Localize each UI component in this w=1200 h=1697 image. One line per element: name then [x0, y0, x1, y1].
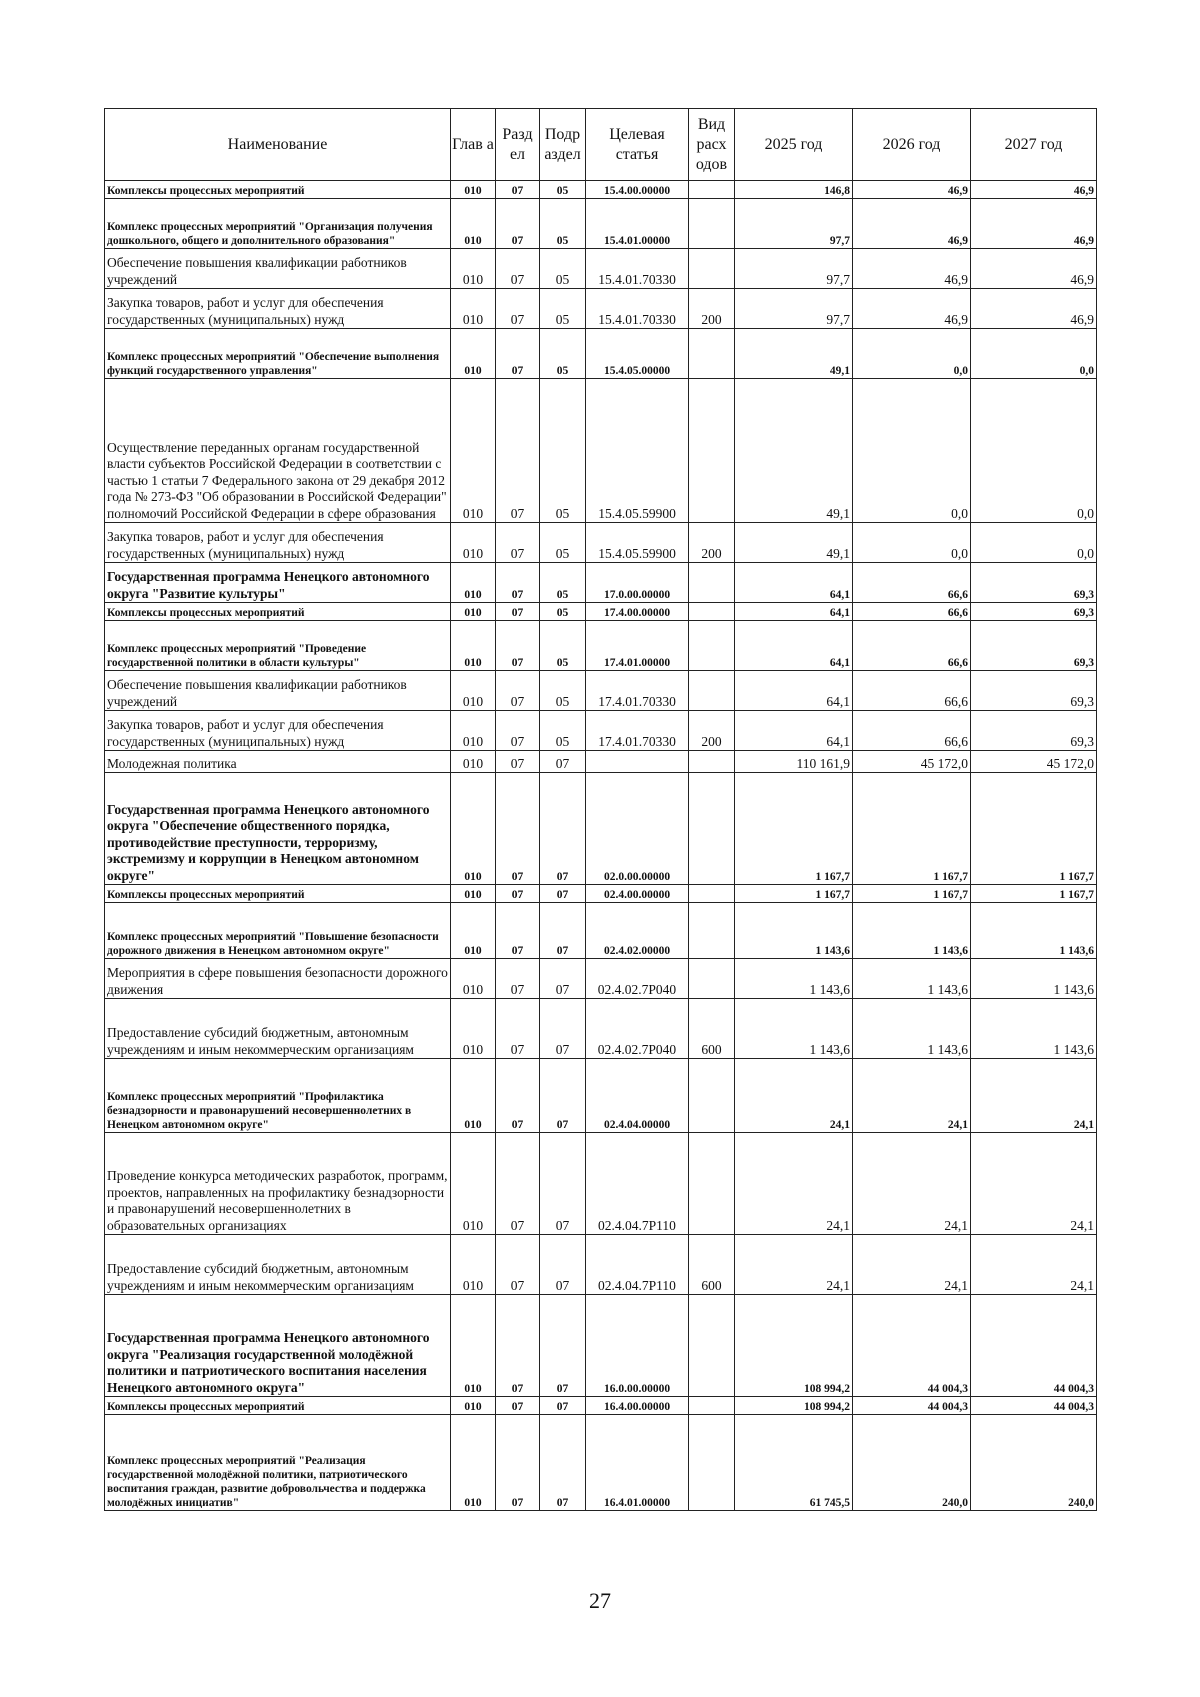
- cell-y2025: 146,8: [735, 181, 853, 199]
- cell-glava: 010: [451, 1133, 496, 1235]
- cell-razdel: 07: [496, 523, 540, 563]
- header-2026: 2026 год: [853, 109, 971, 181]
- cell-y2025: 24,1: [735, 1059, 853, 1133]
- cell-razdel: 07: [496, 711, 540, 751]
- cell-podrazdel: 05: [540, 523, 586, 563]
- cell-name: Комплекс процессных мероприятий "Реализация государственной молодёжной политики, патриотического воспитания граждан, развитие добровольчества и поддержка молодёжных инициатив": [105, 1415, 451, 1511]
- cell-celevaya: 16.4.01.00000: [586, 1415, 689, 1511]
- cell-vid: [689, 249, 735, 289]
- cell-glava: 010: [451, 329, 496, 379]
- cell-celevaya: 02.4.02.7Р040: [586, 959, 689, 999]
- cell-y2025: 24,1: [735, 1133, 853, 1235]
- table-row: [105, 563, 1097, 603]
- table-row: [105, 1397, 1097, 1415]
- cell-razdel: 07: [496, 621, 540, 671]
- cell-glava: 010: [451, 289, 496, 329]
- cell-y2026: 46,9: [853, 249, 971, 289]
- cell-y2025: 1 143,6: [735, 903, 853, 959]
- cell-glava: 010: [451, 885, 496, 903]
- table-row: [105, 181, 1097, 199]
- cell-y2025: 97,7: [735, 289, 853, 329]
- cell-podrazdel: 07: [540, 999, 586, 1059]
- cell-y2027: 69,3: [971, 563, 1097, 603]
- cell-y2026: 0,0: [853, 523, 971, 563]
- cell-y2027: 1 143,6: [971, 999, 1097, 1059]
- cell-y2026: 46,9: [853, 199, 971, 249]
- cell-celevaya: 15.4.05.59900: [586, 379, 689, 523]
- cell-y2027: 46,9: [971, 249, 1097, 289]
- cell-y2027: 46,9: [971, 181, 1097, 199]
- cell-y2025: 1 167,7: [735, 885, 853, 903]
- cell-celevaya: 16.0.00.00000: [586, 1295, 689, 1397]
- cell-y2026: 0,0: [853, 329, 971, 379]
- cell-y2027: 1 167,7: [971, 885, 1097, 903]
- cell-podrazdel: 05: [540, 249, 586, 289]
- cell-podrazdel: 05: [540, 329, 586, 379]
- cell-razdel: 07: [496, 1295, 540, 1397]
- cell-y2026: 0,0: [853, 379, 971, 523]
- cell-celevaya: 15.4.01.70330: [586, 289, 689, 329]
- cell-y2027: 69,3: [971, 671, 1097, 711]
- cell-vid: 200: [689, 523, 735, 563]
- cell-y2027: 44 004,3: [971, 1397, 1097, 1415]
- cell-podrazdel: 07: [540, 1397, 586, 1415]
- cell-y2027: 24,1: [971, 1133, 1097, 1235]
- budget-table: [104, 108, 1097, 1511]
- cell-vid: [689, 1133, 735, 1235]
- cell-y2025: 49,1: [735, 329, 853, 379]
- cell-glava: 010: [451, 959, 496, 999]
- cell-podrazdel: 05: [540, 181, 586, 199]
- cell-y2026: 1 143,6: [853, 999, 971, 1059]
- cell-y2027: 1 167,7: [971, 773, 1097, 885]
- cell-vid: [689, 671, 735, 711]
- cell-y2026: 1 143,6: [853, 959, 971, 999]
- table-row: [105, 885, 1097, 903]
- cell-celevaya: 15.4.05.59900: [586, 523, 689, 563]
- cell-glava: 010: [451, 1235, 496, 1295]
- cell-podrazdel: 05: [540, 563, 586, 603]
- cell-y2025: 64,1: [735, 711, 853, 751]
- cell-vid: 600: [689, 999, 735, 1059]
- table-row: [105, 959, 1097, 999]
- cell-vid: [689, 1295, 735, 1397]
- cell-glava: 010: [451, 671, 496, 711]
- cell-razdel: 07: [496, 603, 540, 621]
- cell-razdel: 07: [496, 181, 540, 199]
- table-row: [105, 751, 1097, 773]
- cell-name: Предоставление субсидий бюджетным, автономным учреждениям и иным некоммерческим организациям: [105, 1235, 451, 1295]
- cell-podrazdel: 07: [540, 885, 586, 903]
- cell-vid: 200: [689, 711, 735, 751]
- cell-y2027: 44 004,3: [971, 1295, 1097, 1397]
- table-row: [105, 603, 1097, 621]
- cell-y2025: 97,7: [735, 249, 853, 289]
- table-row: [105, 1415, 1097, 1511]
- table-row: [105, 773, 1097, 885]
- cell-celevaya: 02.4.02.7Р040: [586, 999, 689, 1059]
- cell-y2026: 1 167,7: [853, 773, 971, 885]
- cell-name: Комплекс процессных мероприятий "Профилактика безнадзорности и правонарушений несовершеннолетних в Ненецком автономном округе": [105, 1059, 451, 1133]
- cell-name: Комплексы процессных мероприятий: [105, 885, 451, 903]
- cell-razdel: 07: [496, 751, 540, 773]
- cell-razdel: 07: [496, 671, 540, 711]
- cell-y2025: 49,1: [735, 379, 853, 523]
- cell-y2027: 69,3: [971, 603, 1097, 621]
- cell-vid: [689, 379, 735, 523]
- header-name: Наименование: [105, 109, 451, 181]
- cell-vid: [689, 959, 735, 999]
- cell-razdel: 07: [496, 249, 540, 289]
- cell-y2025: 64,1: [735, 563, 853, 603]
- cell-celevaya: 17.0.00.00000: [586, 563, 689, 603]
- cell-glava: 010: [451, 773, 496, 885]
- cell-y2026: 44 004,3: [853, 1397, 971, 1415]
- cell-name: Комплекс процессных мероприятий "Обеспечение выполнения функций государственного управления": [105, 329, 451, 379]
- cell-y2025: 1 143,6: [735, 999, 853, 1059]
- cell-celevaya: 15.4.05.00000: [586, 329, 689, 379]
- table-row: [105, 711, 1097, 751]
- cell-name: Осуществление переданных органам государственной власти субъектов Российской Федерации в соответствии с частью 1 статьи 7 Федерального закона от 29 декабря 2012 года № 273-ФЗ "Об образовании в Российской Федерации" полномочий Российской Федерации в сфере образования: [105, 379, 451, 523]
- table-row: [105, 329, 1097, 379]
- cell-vid: [689, 773, 735, 885]
- table-row: [105, 379, 1097, 523]
- cell-podrazdel: 05: [540, 289, 586, 329]
- table-row: [105, 1235, 1097, 1295]
- cell-razdel: 07: [496, 329, 540, 379]
- cell-podrazdel: 05: [540, 711, 586, 751]
- cell-name: Комплекс процессных мероприятий "Повышение безопасности дорожного движения в Ненецком автономном округе": [105, 903, 451, 959]
- table-row: [105, 903, 1097, 959]
- header-vid-rashodov: Вид расх одов: [689, 109, 735, 181]
- cell-vid: [689, 1415, 735, 1511]
- cell-y2026: 66,6: [853, 563, 971, 603]
- cell-name: Закупка товаров, работ и услуг для обеспечения государственных (муниципальных) нужд: [105, 711, 451, 751]
- header-2027: 2027 год: [971, 109, 1097, 181]
- table-row: [105, 289, 1097, 329]
- cell-celevaya: 02.4.02.00000: [586, 903, 689, 959]
- cell-y2027: 240,0: [971, 1415, 1097, 1511]
- cell-glava: 010: [451, 711, 496, 751]
- cell-podrazdel: 07: [540, 1415, 586, 1511]
- cell-podrazdel: 07: [540, 1133, 586, 1235]
- cell-podrazdel: 07: [540, 959, 586, 999]
- cell-glava: 010: [451, 1059, 496, 1133]
- cell-razdel: 07: [496, 379, 540, 523]
- cell-celevaya: 15.4.01.00000: [586, 199, 689, 249]
- cell-glava: 010: [451, 1415, 496, 1511]
- cell-glava: 010: [451, 379, 496, 523]
- cell-vid: [689, 199, 735, 249]
- cell-vid: [689, 885, 735, 903]
- cell-name: Комплексы процессных мероприятий: [105, 603, 451, 621]
- cell-glava: 010: [451, 751, 496, 773]
- cell-y2025: 64,1: [735, 671, 853, 711]
- cell-podrazdel: 07: [540, 1295, 586, 1397]
- cell-y2027: 24,1: [971, 1059, 1097, 1133]
- cell-y2026: 66,6: [853, 671, 971, 711]
- cell-glava: 010: [451, 523, 496, 563]
- cell-razdel: 07: [496, 885, 540, 903]
- cell-y2026: 66,6: [853, 603, 971, 621]
- cell-y2027: 69,3: [971, 711, 1097, 751]
- cell-podrazdel: 07: [540, 1059, 586, 1133]
- header-2025: 2025 год: [735, 109, 853, 181]
- cell-name: Предоставление субсидий бюджетным, автономным учреждениям и иным некоммерческим организациям: [105, 999, 451, 1059]
- cell-celevaya: [586, 751, 689, 773]
- cell-y2025: 108 994,2: [735, 1397, 853, 1415]
- cell-podrazdel: 07: [540, 1235, 586, 1295]
- cell-celevaya: 17.4.00.00000: [586, 603, 689, 621]
- page-number: 27: [589, 1588, 611, 1613]
- cell-y2026: 66,6: [853, 621, 971, 671]
- cell-y2026: 1 143,6: [853, 903, 971, 959]
- cell-name: Закупка товаров, работ и услуг для обеспечения государственных (муниципальных) нужд: [105, 523, 451, 563]
- cell-y2025: 24,1: [735, 1235, 853, 1295]
- cell-podrazdel: 05: [540, 199, 586, 249]
- cell-y2027: 0,0: [971, 523, 1097, 563]
- cell-y2025: 1 143,6: [735, 959, 853, 999]
- header-podrazdel: Подр аздел: [540, 109, 586, 181]
- cell-name: Государственная программа Ненецкого автономного округа "Реализация государственной молодёжной политики и патриотического воспитания населения Ненецкого автономного округа": [105, 1295, 451, 1397]
- cell-razdel: 07: [496, 1397, 540, 1415]
- cell-name: Закупка товаров, работ и услуг для обеспечения государственных (муниципальных) нужд: [105, 289, 451, 329]
- cell-vid: [689, 621, 735, 671]
- cell-y2027: 69,3: [971, 621, 1097, 671]
- cell-y2026: 66,6: [853, 711, 971, 751]
- cell-name: Обеспечение повышения квалификации работников учреждений: [105, 671, 451, 711]
- cell-name: Проведение конкурса методических разработок, программ, проектов, направленных на профилактику безнадзорности и правонарушений несовершеннолетних в образовательных организациях: [105, 1133, 451, 1235]
- cell-y2027: 1 143,6: [971, 903, 1097, 959]
- cell-glava: 010: [451, 603, 496, 621]
- cell-y2026: 1 167,7: [853, 885, 971, 903]
- cell-glava: 010: [451, 199, 496, 249]
- cell-name: Комплекс процессных мероприятий "Проведение государственной политики в области культуры": [105, 621, 451, 671]
- cell-y2027: 24,1: [971, 1235, 1097, 1295]
- cell-y2027: 45 172,0: [971, 751, 1097, 773]
- cell-celevaya: 15.4.00.00000: [586, 181, 689, 199]
- cell-glava: 010: [451, 621, 496, 671]
- cell-vid: [689, 329, 735, 379]
- cell-podrazdel: 05: [540, 603, 586, 621]
- cell-razdel: 07: [496, 563, 540, 603]
- cell-y2026: 24,1: [853, 1235, 971, 1295]
- cell-celevaya: 15.4.01.70330: [586, 249, 689, 289]
- table-row: [105, 249, 1097, 289]
- cell-vid: [689, 1059, 735, 1133]
- cell-podrazdel: 07: [540, 773, 586, 885]
- cell-podrazdel: 07: [540, 903, 586, 959]
- cell-podrazdel: 07: [540, 751, 586, 773]
- cell-y2026: 45 172,0: [853, 751, 971, 773]
- cell-y2026: 46,9: [853, 289, 971, 329]
- cell-razdel: 07: [496, 1235, 540, 1295]
- cell-glava: 010: [451, 1295, 496, 1397]
- table-row: [105, 1059, 1097, 1133]
- table-row: [105, 1133, 1097, 1235]
- cell-y2026: 240,0: [853, 1415, 971, 1511]
- cell-y2025: 49,1: [735, 523, 853, 563]
- cell-vid: [689, 181, 735, 199]
- cell-name: Комплекс процессных мероприятий "Организация получения дошкольного, общего и дополнительного образования": [105, 199, 451, 249]
- cell-glava: 010: [451, 999, 496, 1059]
- cell-razdel: 07: [496, 1415, 540, 1511]
- cell-celevaya: 17.4.01.70330: [586, 711, 689, 751]
- table-row: [105, 621, 1097, 671]
- cell-celevaya: 02.4.04.7Р110: [586, 1235, 689, 1295]
- cell-vid: [689, 903, 735, 959]
- cell-razdel: 07: [496, 289, 540, 329]
- cell-y2025: 64,1: [735, 603, 853, 621]
- cell-razdel: 07: [496, 999, 540, 1059]
- cell-razdel: 07: [496, 1133, 540, 1235]
- table-row: [105, 523, 1097, 563]
- cell-celevaya: 02.4.00.00000: [586, 885, 689, 903]
- cell-y2026: 24,1: [853, 1133, 971, 1235]
- header-celevaya-statya: Целевая статья: [586, 109, 689, 181]
- table-header-row: [105, 109, 1097, 181]
- cell-glava: 010: [451, 249, 496, 289]
- cell-y2027: 1 143,6: [971, 959, 1097, 999]
- cell-podrazdel: 05: [540, 671, 586, 711]
- cell-celevaya: 17.4.01.00000: [586, 621, 689, 671]
- table-row: [105, 1295, 1097, 1397]
- cell-y2025: 1 167,7: [735, 773, 853, 885]
- cell-glava: 010: [451, 181, 496, 199]
- cell-y2026: 24,1: [853, 1059, 971, 1133]
- cell-razdel: 07: [496, 959, 540, 999]
- table-row: [105, 199, 1097, 249]
- cell-razdel: 07: [496, 903, 540, 959]
- cell-y2026: 46,9: [853, 181, 971, 199]
- header-razdel: Разд ел: [496, 109, 540, 181]
- header-glava: Глав а: [451, 109, 496, 181]
- cell-glava: 010: [451, 1397, 496, 1415]
- table-row: [105, 671, 1097, 711]
- cell-vid: [689, 1397, 735, 1415]
- cell-celevaya: 16.4.00.00000: [586, 1397, 689, 1415]
- cell-razdel: 07: [496, 773, 540, 885]
- cell-podrazdel: 05: [540, 379, 586, 523]
- cell-vid: [689, 603, 735, 621]
- cell-name: Государственная программа Ненецкого автономного округа "Развитие культуры": [105, 563, 451, 603]
- table-row: [105, 999, 1097, 1059]
- cell-name: Государственная программа Ненецкого автономного округа "Обеспечение общественного порядка, противодействие преступности, терроризму, экстремизму и коррупции в Ненецком автономном округе": [105, 773, 451, 885]
- cell-y2027: 0,0: [971, 379, 1097, 523]
- cell-y2027: 46,9: [971, 199, 1097, 249]
- cell-name: Молодежная политика: [105, 751, 451, 773]
- cell-name: Обеспечение повышения квалификации работников учреждений: [105, 249, 451, 289]
- cell-name: Мероприятия в сфере повышения безопасности дорожного движения: [105, 959, 451, 999]
- cell-y2026: 44 004,3: [853, 1295, 971, 1397]
- cell-celevaya: 02.4.04.00000: [586, 1059, 689, 1133]
- cell-glava: 010: [451, 563, 496, 603]
- cell-y2025: 61 745,5: [735, 1415, 853, 1511]
- cell-glava: 010: [451, 903, 496, 959]
- cell-razdel: 07: [496, 199, 540, 249]
- cell-y2025: 108 994,2: [735, 1295, 853, 1397]
- cell-y2027: 46,9: [971, 289, 1097, 329]
- cell-name: Комплексы процессных мероприятий: [105, 181, 451, 199]
- cell-y2025: 64,1: [735, 621, 853, 671]
- cell-razdel: 07: [496, 1059, 540, 1133]
- cell-celevaya: 02.0.00.00000: [586, 773, 689, 885]
- cell-podrazdel: 05: [540, 621, 586, 671]
- cell-y2025: 110 161,9: [735, 751, 853, 773]
- cell-vid: [689, 563, 735, 603]
- cell-celevaya: 02.4.04.7Р110: [586, 1133, 689, 1235]
- cell-celevaya: 17.4.01.70330: [586, 671, 689, 711]
- cell-vid: 600: [689, 1235, 735, 1295]
- cell-vid: [689, 751, 735, 773]
- cell-y2025: 97,7: [735, 199, 853, 249]
- cell-name: Комплексы процессных мероприятий: [105, 1397, 451, 1415]
- table-body: [105, 181, 1097, 1511]
- cell-vid: 200: [689, 289, 735, 329]
- cell-y2027: 0,0: [971, 329, 1097, 379]
